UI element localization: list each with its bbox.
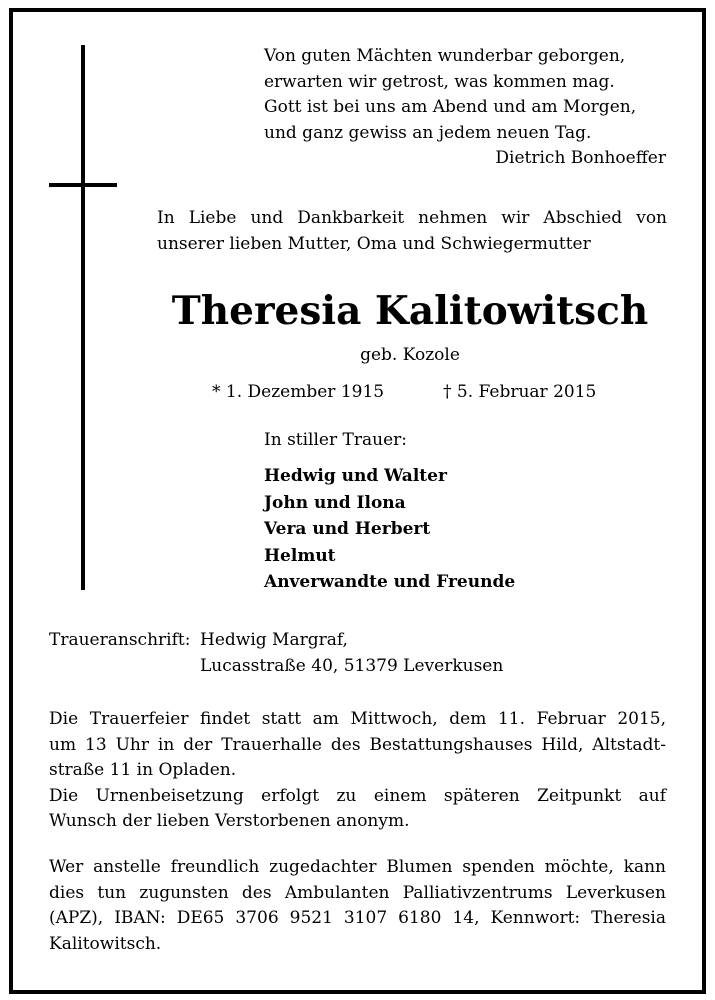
deceased-name: Theresia Kalitowitsch: [171, 288, 649, 334]
mourner-name: Vera und Herbert: [264, 519, 431, 539]
intro-line: unserer lieben Mutter, Oma und Schwiegermutter: [157, 233, 591, 254]
mourner-name: John und Ilona: [264, 492, 406, 513]
donation-line: Kalitowitsch.: [49, 933, 162, 954]
donation-line: Wer anstelle freundlich zugedachter Blumen spenden möchte, kann: [49, 857, 666, 877]
quote-line: und ganz gewiss an jedem neuen Tag.: [264, 122, 592, 143]
quote-line: Von guten Mächten wunderbar geborgen,: [264, 46, 626, 66]
quote-author: Dietrich Bonhoeffer: [495, 148, 666, 168]
mourning-heading: In stiller Trauer:: [264, 430, 407, 450]
quote-line: erwarten wir getrost, was kommen mag.: [264, 71, 615, 92]
ceremony-line: um 13 Uhr in der Trauerhalle des Bestattungshauses Hild, Altstadt-: [49, 734, 666, 755]
address-label: Traueranschrift:: [49, 630, 191, 650]
ceremony-line: Die Trauerfeier findet statt am Mittwoch, dem 11. Februar 2015,: [49, 709, 666, 729]
intro-line: In Liebe und Dankbarkeit nehmen wir Abschied von: [157, 208, 667, 228]
donation-line: dies tun zugunsten des Ambulanten Palliativzentrums Leverkusen: [49, 882, 666, 903]
cross-icon-vertical: [81, 45, 85, 590]
intro-text: [157, 206, 667, 257]
death-date: † 5. Februar 2015: [443, 382, 597, 402]
ceremony-line: straße 11 in Opladen.: [49, 760, 237, 780]
ceremony-line: Wunsch der lieben Verstorbenen anonym.: [49, 811, 410, 831]
ceremony-paragraph: [49, 707, 666, 835]
donation-paragraph: [49, 855, 666, 957]
donation-line: (APZ), IBAN: DE65 3706 9521 3107 6180 14, Kennwort: Theresia: [49, 908, 666, 928]
bonhoeffer-quote: [264, 44, 666, 172]
mourner-name: Hedwig und Walter: [264, 466, 447, 486]
mourner-name: Anverwandte und Freunde: [264, 572, 516, 592]
quote-line: Gott ist bei uns am Abend und am Morgen,: [264, 97, 637, 117]
birth-date: * 1. Dezember 1915: [212, 382, 385, 402]
birth-name: geb. Kozole: [360, 345, 460, 365]
mourner-list: [264, 463, 515, 596]
ceremony-line: Die Urnenbeisetzung erfolgt zu einem späteren Zeitpunkt auf: [49, 785, 666, 806]
mourner-name: Helmut: [264, 545, 336, 566]
cross-icon-horizontal: [49, 183, 117, 187]
address-line: Hedwig Margraf,: [200, 630, 348, 650]
address-line: Lucasstraße 40, 51379 Leverkusen: [200, 655, 504, 676]
